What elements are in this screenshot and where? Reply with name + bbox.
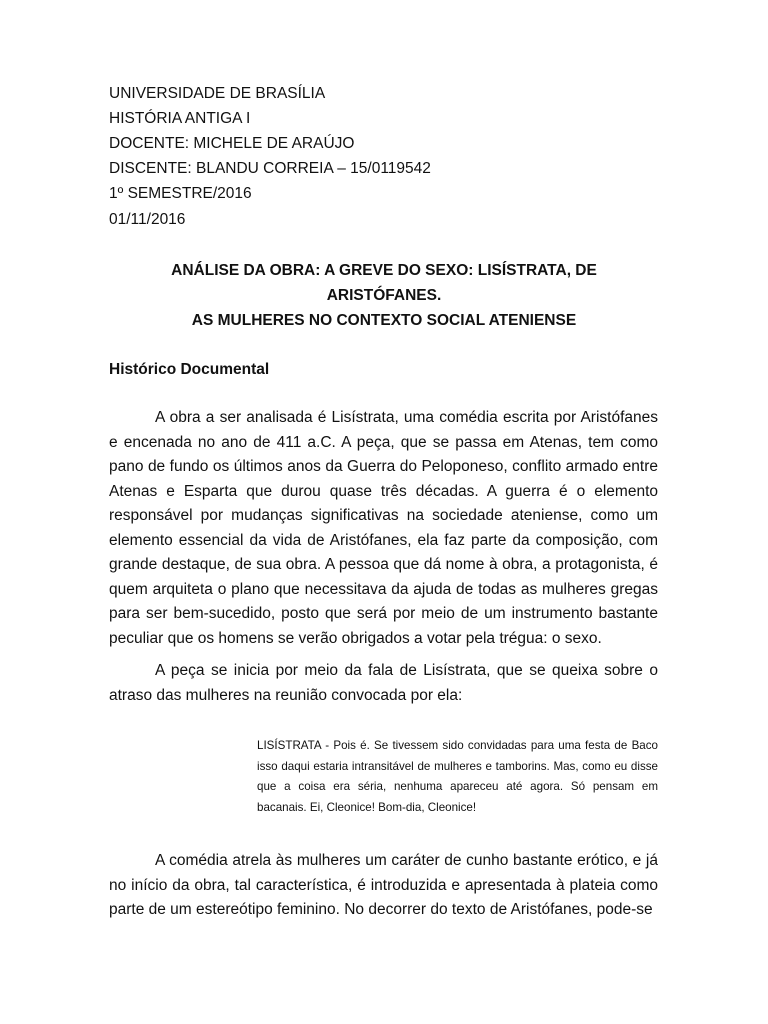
paragraph-3: A comédia atrela às mulheres um caráter de cunho bastante erótico, e já no início da obra, tal característica, é introduzida e apresentada à plateia como parte de um estereótipo feminino. No decorrer do texto de Aristófanes, pode-se xyxy=(109,852,658,918)
title-line-1: ANÁLISE DA OBRA: A GREVE DO SEXO: LISÍSTRATA, DE xyxy=(171,262,597,279)
title-line-3: AS MULHERES NO CONTEXTO SOCIAL ATENIENSE xyxy=(191,312,577,329)
teacher-name: DOCENTE: MICHELE DE ARAÚJO xyxy=(109,135,355,152)
section-heading: Histórico Documental xyxy=(109,361,270,378)
university-name: UNIVERSIDADE DE BRASÍLIA xyxy=(109,85,326,102)
block-quote: LISÍSTRATA - Pois é. Se tivessem sido convidadas para uma festa de Baco isso daqui estaria intransitável de mulheres e tamborins. Mas, como eu disse que a coisa era séria, nenhuma apareceu até agora. Só pensam em bacanais. Ei, Cleonice! Bom-dia, Cleonice! xyxy=(257,739,658,814)
course-name: HISTÓRIA ANTIGA I xyxy=(109,110,251,127)
paragraph-1: A obra a ser analisada é Lisístrata, uma comédia escrita por Aristófanes e encenada no ano de 411 a.C. A peça, que se passa em Atenas, tem como pano de fundo os últimos anos da Guerra do Peloponeso, conflito armado entre Atenas e Esparta que durou quase três décadas. A guerra é o elemento responsável por mudanças significativas na sociedade ateniense, como um elemento essencial da vida de Aristófanes, ela faz parte da composição, com grande destaque, de sua obra. A pessoa que dá nome à obra, a protagonista, é quem arquiteta o plano que necessitava da ajuda de todas as mulheres gregas para ser bem-sucedido, posto que será por meio de um instrumento bastante peculiar que os homens se verão obrigados a votar pela trégua: o sexo. xyxy=(109,409,658,647)
paragraph-2: A peça se inicia por meio da fala de Lisístrata, que se queixa sobre o atraso das mulheres na reunião convocada por ela: xyxy=(109,662,658,704)
title-line-2: ARISTÓFANES. xyxy=(326,287,442,304)
document-date: 01/11/2016 xyxy=(109,211,186,228)
semester: 1º SEMESTRE/2016 xyxy=(109,185,252,202)
student-name: DISCENTE: BLANDU CORREIA – 15/0119542 xyxy=(109,160,431,177)
